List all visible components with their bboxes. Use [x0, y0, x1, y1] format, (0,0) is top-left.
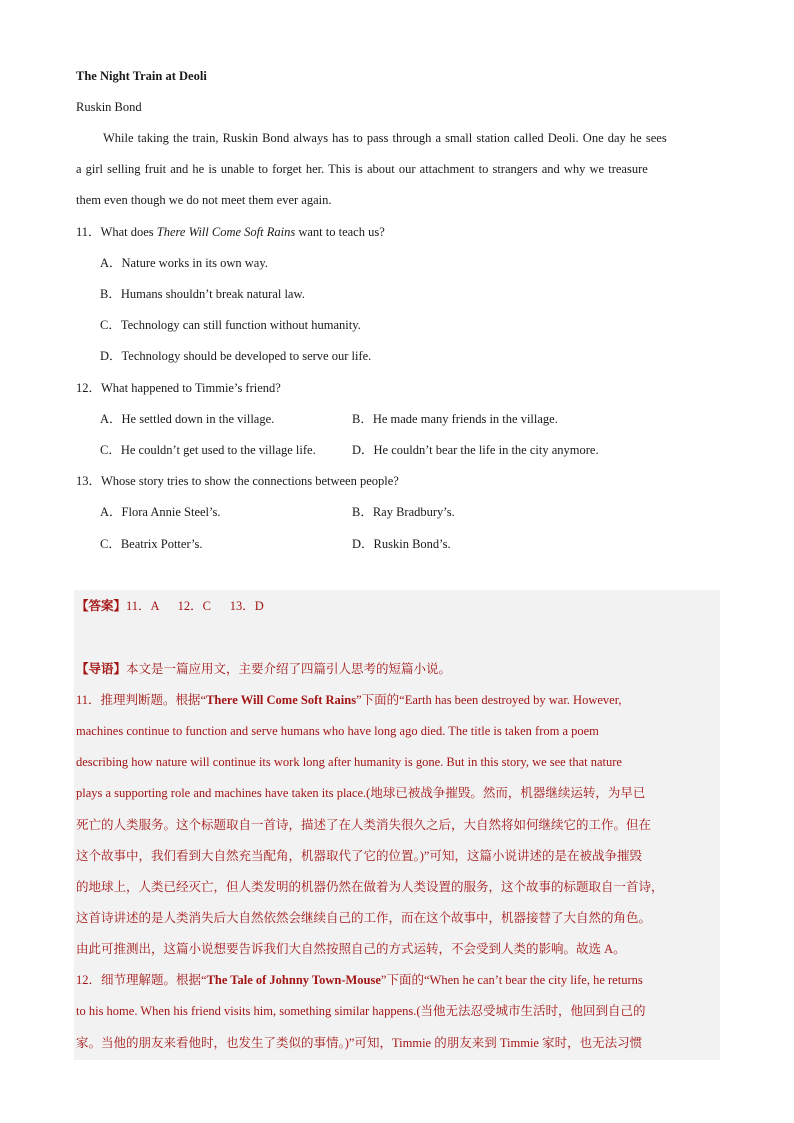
question-12-option-b: B．He made many friends in the village. — [352, 412, 558, 426]
question-11-option-c: C．Technology can still function without humanity. — [100, 318, 361, 332]
q11-explanation-line: 的地球上，人类已经灭亡，但人类发明的机器仍然在做着为人类设置的服务，这个故事的标题取自一首诗， — [76, 880, 664, 894]
q11-explanation-line: 死亡的人类服务。这个标题取自一首诗，描述了在人类消失很久之后，大自然将如何继续它的工作。但在 — [76, 818, 652, 832]
question-13-stem: 13．Whose story tries to show the connections between people? — [76, 474, 399, 488]
q11-explanation-line: machines continue to function and serve humans who have long ago died. The title is taken from a poem — [76, 724, 599, 738]
q11-explanation-head: 11．推理判断题。根据“There Will Come Soft Rains”下面的“Earth has been destroyed by war. However, — [76, 693, 622, 707]
question-12-option-c: C．He couldn’t get used to the village life. — [100, 443, 316, 457]
answer-line — [76, 597, 264, 615]
question-13-option-a: A．Flora Annie Steel’s. — [100, 505, 221, 519]
q12-explanation-line: to his home. When his friend visits him, something similar happens.(当他无法忍受城市生活时，他回到自己的 — [76, 1004, 646, 1018]
answer-values: 11．A 12．C 13．D — [126, 599, 264, 613]
q11-explanation-line: 由此可推测出，这篇小说想要告诉我们大自然按照自己的方式运转，不会受到人类的影响。故选 A。 — [76, 942, 626, 956]
question-13-option-d: D．Ruskin Bond’s. — [352, 537, 451, 551]
question-11-stem: 11．What does There Will Come Soft Rains want to teach us? — [76, 225, 385, 239]
q11-explanation-line: 这首诗讲述的是人类消失后大自然依然会继续自己的工作，而在这个故事中，机器接替了大自然的角色。 — [76, 911, 652, 925]
q11-explanation-line: plays a supporting role and machines have taken its place.(地球已被战争摧毁。然而，机器继续运转，为早已 — [76, 786, 646, 800]
q11-explanation-line: 这个故事中，我们看到大自然充当配角，机器取代了它的位置。)”可知，这篇小说讲述的是在被战争摧毁 — [76, 849, 642, 863]
story-summary-line: While taking the train, Ruskin Bond always has to pass through a small station called Deoli. One day he sees — [103, 131, 667, 145]
story-title: The Night Train at Deoli — [76, 69, 207, 83]
story-author: Ruskin Bond — [76, 100, 142, 114]
q11-explanation-line: describing how nature will continue its work long after humanity is gone. But in this story, we see that nature — [76, 755, 622, 769]
question-11-option-b: B．Humans shouldn’t break natural law. — [100, 287, 305, 301]
answer-label: 【答案】 — [76, 599, 127, 613]
story-summary-line: a girl selling fruit and he is unable to forget her. This is about our attachment to strangers and why we treasure — [76, 162, 648, 176]
question-11-option-a: A．Nature works in its own way. — [100, 256, 268, 270]
guide-line — [76, 660, 451, 678]
question-12-option-a: A．He settled down in the village. — [100, 412, 275, 426]
q12-explanation-head: 12．细节理解题。根据“The Tale of Johnny Town-Mouse”下面的“When he can’t bear the city life, he returns — [76, 973, 643, 987]
question-13-option-b: B．Ray Bradbury’s. — [352, 505, 455, 519]
question-13-option-c: C．Beatrix Potter’s. — [100, 537, 203, 551]
question-12-option-d: D．He couldn’t bear the life in the city anymore. — [352, 443, 599, 457]
story-summary-line: them even though we do not meet them ever again. — [76, 193, 332, 207]
guide-text: 本文是一篇应用文，主要介绍了四篇引人思考的短篇小说。 — [126, 662, 452, 676]
q12-explanation-line: 家。当他的朋友来看他时，也发生了类似的事情。)”可知，Timmie 的朋友来到 Timmie 家时，也无法习惯 — [76, 1036, 643, 1050]
guide-label: 【导语】 — [76, 662, 127, 676]
question-12-stem: 12．What happened to Timmie’s friend? — [76, 381, 281, 395]
question-11-option-d: D．Technology should be developed to serve our life. — [100, 349, 372, 363]
